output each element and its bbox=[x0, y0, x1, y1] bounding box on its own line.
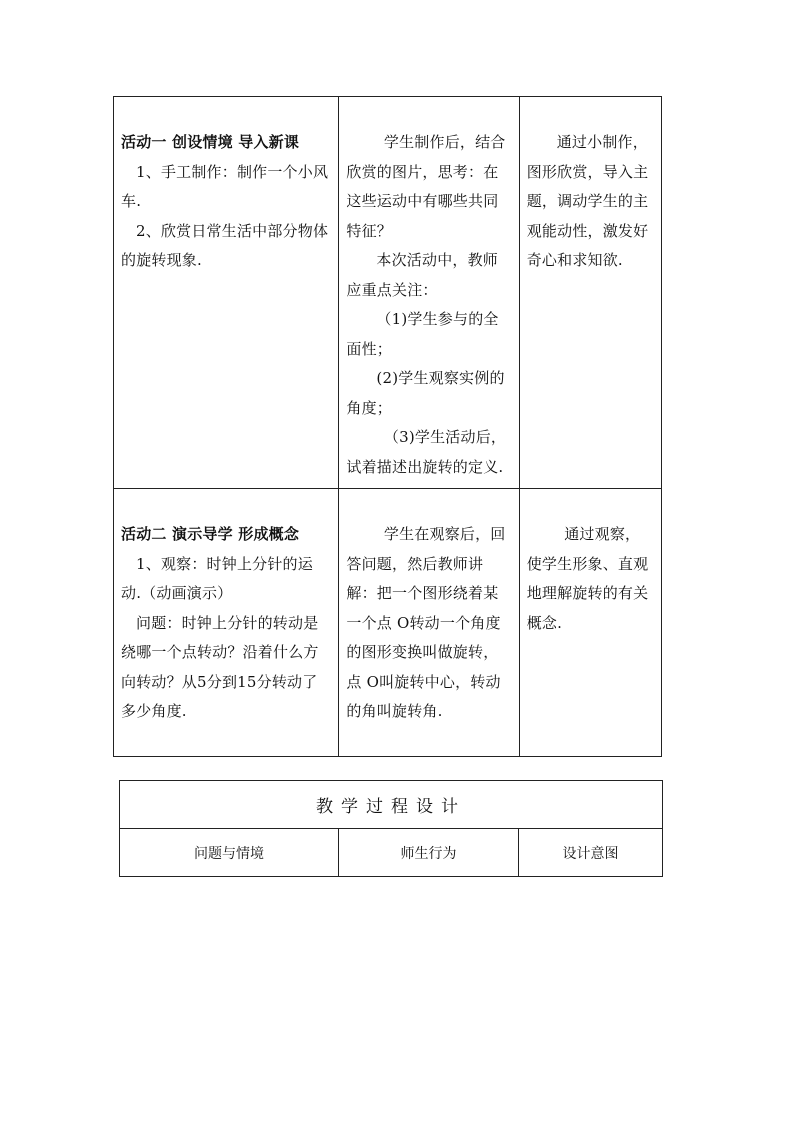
activity1-intent-cell bbox=[519, 97, 661, 489]
activity2-intent: 通过观察，使学生形象、直观地理解旋转的有关概念. bbox=[526, 525, 649, 632]
process-design-table bbox=[119, 780, 663, 877]
activity1-behavior-1: 学生制作后，结合欣赏的图片，思考：在这些运动中有哪些共同特征？ bbox=[346, 133, 506, 240]
activity1-behavior-5: （3)学生活动后，试着描述出旋转的定义. bbox=[346, 428, 507, 476]
activity1-behavior-4: (2)学生观察实例的角度； bbox=[346, 369, 505, 417]
activity1-behavior-3: （1)学生参与的全面性； bbox=[346, 310, 499, 358]
activity1-title: 活动一 创设情境 导入新课 bbox=[121, 133, 300, 151]
activity1-intent: 通过小制作，图形欣赏，导入主题，调动学生的主观能动性，激发好奇心和求知欲. bbox=[526, 133, 649, 269]
activity1-behavior-2: 本次活动中，教师应重点关注： bbox=[346, 251, 499, 299]
activity1-behavior-cell bbox=[339, 97, 519, 489]
activity2-behavior: 学生在观察后，回答问题，然后教师讲解：把一个图形绕着某一个点 O转动一个角度的图形变换叫做旋转，点 O叫旋转中心，转动的角叫旋转角. bbox=[346, 525, 506, 720]
activity1-row bbox=[114, 97, 662, 489]
activity2-behavior-cell bbox=[339, 489, 519, 757]
activity1-step2: 2、欣赏日常生活中部分物体的旋转现象. bbox=[121, 221, 329, 269]
activity2-situation-cell bbox=[114, 489, 339, 757]
header-intent: 设计意图 bbox=[519, 829, 663, 877]
process-design-title: 教学过程设计 bbox=[120, 781, 663, 829]
activity2-intent-cell bbox=[519, 489, 661, 757]
header-situation: 问题与情境 bbox=[120, 829, 339, 877]
lesson-activity-table bbox=[113, 96, 662, 757]
header-behavior: 师生行为 bbox=[339, 829, 519, 877]
activity2-step1: 1、观察：时钟上分针的运动.（动画演示） bbox=[121, 554, 313, 602]
activity1-step1: 1、手工制作：制作一个小风车. bbox=[121, 162, 329, 210]
activity2-row bbox=[114, 489, 662, 757]
activity2-question: 问题：时钟上分针的转动是绕哪一个点转动？沿着什么方向转动？从5分到15分转动了多少角度. bbox=[121, 613, 319, 720]
activity1-situation-cell bbox=[114, 97, 339, 489]
activity2-title: 活动二 演示导学 形成概念 bbox=[121, 525, 300, 543]
